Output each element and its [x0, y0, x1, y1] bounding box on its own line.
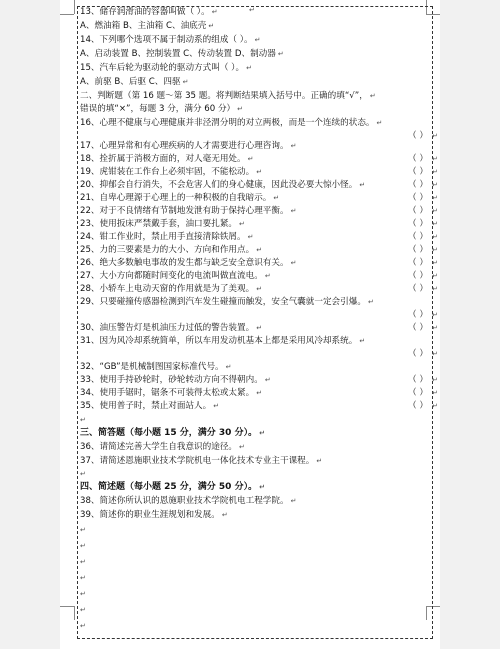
question-line: 30、油压警告灯是机油压力过低的警告装置。 ↵: [80, 323, 263, 333]
question-line: 16、心理不健康与心理健康并非泾渭分明的对立两极，而是一个连续的状态。 ↵: [80, 118, 383, 128]
answer-parentheses: （ ）: [408, 401, 428, 411]
question-line: 14、下列哪个选项不属于制动系的组成（ ）。 ↵: [80, 35, 261, 45]
question-line: 17、心理异常和有心理疾病的人才需要进行心理咨询。 ↵: [80, 141, 297, 151]
question-line: A、启动装置 B、控制装置 C、传动装置 D、制动器 ↵: [80, 49, 284, 59]
paragraph-mark: ↵: [213, 402, 220, 410]
paragraph-mark: ↵: [80, 622, 86, 630]
question-line: 二、判断题（第 16 题～第 35 题。将判断结果填入括号中。正确的填“√”， ↵: [80, 91, 376, 101]
paragraph-mark: ↵: [247, 233, 254, 241]
answer-parentheses: （ ）: [408, 323, 428, 333]
question-line: 25、力的三要素是力的大小、方向和作用点。 ↵: [80, 245, 263, 255]
question-line: 35、使用普子时，禁止对面站人。 ↵: [80, 401, 220, 411]
paragraph-mark: ↵: [432, 181, 438, 189]
paragraph-mark: ↵: [432, 168, 438, 176]
paragraph-mark: ↵: [359, 181, 366, 189]
paragraph-mark: ↵: [256, 389, 263, 397]
paragraph-mark: ↵: [432, 285, 438, 293]
paragraph-mark: ↵: [264, 272, 271, 280]
question-line: 错误的填“×”，每题 3 分，满分 60 分） ↵: [80, 104, 244, 114]
answer-parentheses: （ ）: [408, 271, 428, 281]
paragraph-mark: ↵: [369, 92, 376, 100]
paragraph-mark: ↵: [80, 574, 86, 582]
paragraph-mark: ↵: [432, 259, 438, 267]
paragraph-mark: ↵: [225, 363, 232, 371]
question-line: 33、使用手持砂轮时，砂轮转动方向不得朝内。 ↵: [80, 375, 271, 385]
question-line: 34、使用手锯时，锯条不可装得太松或太紧。 ↵: [80, 388, 263, 398]
paragraph-mark: ↵: [182, 78, 189, 86]
question-line: 13、储存润滑油的容器叫做（ ）。 ↵: [80, 7, 218, 17]
question-line: A、燃油箱 B、主油箱 C、油底壳 ↵: [80, 21, 215, 31]
paragraph-mark: ↵: [80, 416, 86, 424]
paragraph-mark: ↵: [247, 155, 254, 163]
paragraph-mark: ↵: [259, 429, 265, 437]
paragraph-mark: ↵: [290, 497, 297, 505]
paragraph-mark: ↵: [367, 298, 374, 306]
paragraph-mark: ↵: [277, 50, 284, 58]
answer-parentheses: （ ）: [408, 375, 428, 385]
paragraph-mark: ↵: [432, 324, 438, 332]
paragraph-mark: ↵: [273, 194, 280, 202]
question-line: 26、绝大多数触电事故的发生都与缺乏安全意识有关。 ↵: [80, 258, 297, 268]
question-line: 23、使用扳床严禁戴手套，油口要扎紧。 ↵: [80, 219, 245, 229]
paragraph-mark: ↵: [432, 233, 438, 241]
paragraph-mark: ↵: [256, 168, 263, 176]
answer-parentheses: （ ）: [408, 388, 428, 398]
answer-parentheses: （ ）: [408, 180, 428, 190]
question-line: 36、请简述完善大学生自我意识的途径。 ↵: [80, 442, 245, 452]
crop-mark: [74, 0, 75, 14]
answer-parentheses: （ ）: [408, 154, 428, 164]
question-line: A、前驱 B、后驱 C、四驱 ↵: [80, 77, 189, 87]
paragraph-mark: ↵: [432, 220, 438, 228]
paragraph-mark: ↵: [80, 542, 86, 550]
paragraph-mark: ↵: [211, 8, 218, 16]
paragraph-mark: ↵: [316, 457, 323, 465]
paragraph-mark: ↵: [432, 194, 438, 202]
paragraph-mark: ↵: [290, 207, 297, 215]
question-line: 37、请简述恩施职业技术学院机电一体化技术专业主干课程。 ↵: [80, 456, 323, 466]
paragraph-mark: ↵: [290, 142, 297, 150]
answer-parentheses: （ ）: [408, 349, 428, 359]
question-line: 24、钳工作业时，禁止用手直接清除铁屑。 ↵: [80, 232, 254, 242]
paragraph-mark: ↵: [256, 285, 263, 293]
answer-parentheses: （ ）: [408, 193, 428, 203]
question-line: 15、汽车后轮为驱动轮的驱动方式叫（ ）。 ↵: [80, 63, 252, 73]
answer-parentheses: （ ）: [408, 284, 428, 294]
paragraph-mark: ↵: [259, 483, 265, 491]
question-line: 39、简述你的职业生涯规划和发展。 ↵: [80, 510, 228, 520]
answer-parentheses: （ ）: [408, 167, 428, 177]
paragraph-mark: ↵: [80, 606, 86, 614]
question-line: 20、抑郁会自行消失，不会危害人们的身心健康，因此没必要大惊小怪。 ↵: [80, 180, 366, 190]
answer-parentheses: （ ）: [408, 310, 428, 320]
paragraph-mark: ↵: [432, 350, 438, 358]
question-line: 22、对于不良情绪有节制地发泄有助于保持心理平衡。 ↵: [80, 206, 297, 216]
paragraph-mark: ↵: [256, 246, 263, 254]
paragraph-mark: ↵: [256, 324, 263, 332]
paragraph-mark: ↵: [239, 443, 245, 451]
answer-parentheses: （ ）: [408, 258, 428, 268]
question-line: 19、虎钳装在工作台上必须牢固，不能松动。 ↵: [80, 167, 263, 177]
paragraph-mark: ↵: [249, 6, 255, 14]
question-line: 27、大小方向都随时间变化的电流叫做直流电。 ↵: [80, 271, 271, 281]
question-line: 29、只要碰撞传感器检测到汽车发生碰撞而触发，安全气囊就一定会引爆。 ↵: [80, 297, 374, 307]
paragraph-mark: ↵: [359, 337, 366, 345]
crop-mark: [74, 606, 75, 620]
question-line: 31、因为风冷却系统简单，所以车用发动机基本上都是采用风冷却系统。 ↵: [80, 336, 366, 346]
section-heading: 三、简答题（每小题 15 分，满分 30 分）。 ↵: [80, 428, 265, 438]
paragraph-mark: ↵: [432, 246, 438, 254]
question-line: 32、“GB”是机械制图国家标准代号。 ↵: [80, 362, 232, 372]
paragraph-mark: ↵: [80, 558, 86, 566]
paragraph-mark: ↵: [237, 105, 244, 113]
paragraph-mark: ↵: [432, 376, 438, 384]
paragraph-mark: ↵: [432, 311, 438, 319]
answer-parentheses: （ ）: [408, 245, 428, 255]
paragraph-mark: ↵: [290, 259, 297, 267]
paragraph-mark: ↵: [432, 272, 438, 280]
paragraph-mark: ↵: [239, 220, 245, 228]
question-line: 38、简述你所认识的恩施职业技术学院机电工程学院。 ↵: [80, 496, 297, 506]
crop-mark: [60, 606, 74, 607]
paragraph-mark: ↵: [80, 526, 86, 534]
paragraph-mark: ↵: [221, 511, 228, 519]
question-line: 28、小轿车上电动天窗的作用就是为了美观。 ↵: [80, 284, 263, 294]
section-heading: 四、简述题（每小题 25 分，满分 50 分）。 ↵: [80, 482, 265, 492]
paragraph-mark: ↵: [80, 590, 86, 598]
paragraph-mark: ↵: [432, 207, 438, 215]
paragraph-mark: ↵: [432, 132, 438, 140]
paragraph-mark: ↵: [246, 64, 252, 72]
answer-parentheses: （ ）: [408, 219, 428, 229]
paragraph-mark: ↵: [432, 155, 438, 163]
paragraph-mark: ↵: [376, 119, 383, 127]
answer-parentheses: （ ）: [408, 206, 428, 216]
question-line: 21、自卑心理源于心理上的一种积极的自我暗示。 ↵: [80, 193, 280, 203]
answer-parentheses: （ ）: [408, 131, 428, 141]
paragraph-mark: ↵: [264, 376, 271, 384]
paragraph-mark: ↵: [208, 22, 215, 30]
paragraph-mark: ↵: [254, 36, 261, 44]
answer-parentheses: （ ）: [408, 232, 428, 242]
paragraph-mark: ↵: [432, 389, 438, 397]
paragraph-mark: ↵: [432, 402, 438, 410]
crop-mark: [60, 14, 74, 15]
paragraph-mark: ↵: [80, 470, 86, 478]
question-line: 18、拴折属于消极方面的，对人毫无用处。 ↵: [80, 154, 254, 164]
